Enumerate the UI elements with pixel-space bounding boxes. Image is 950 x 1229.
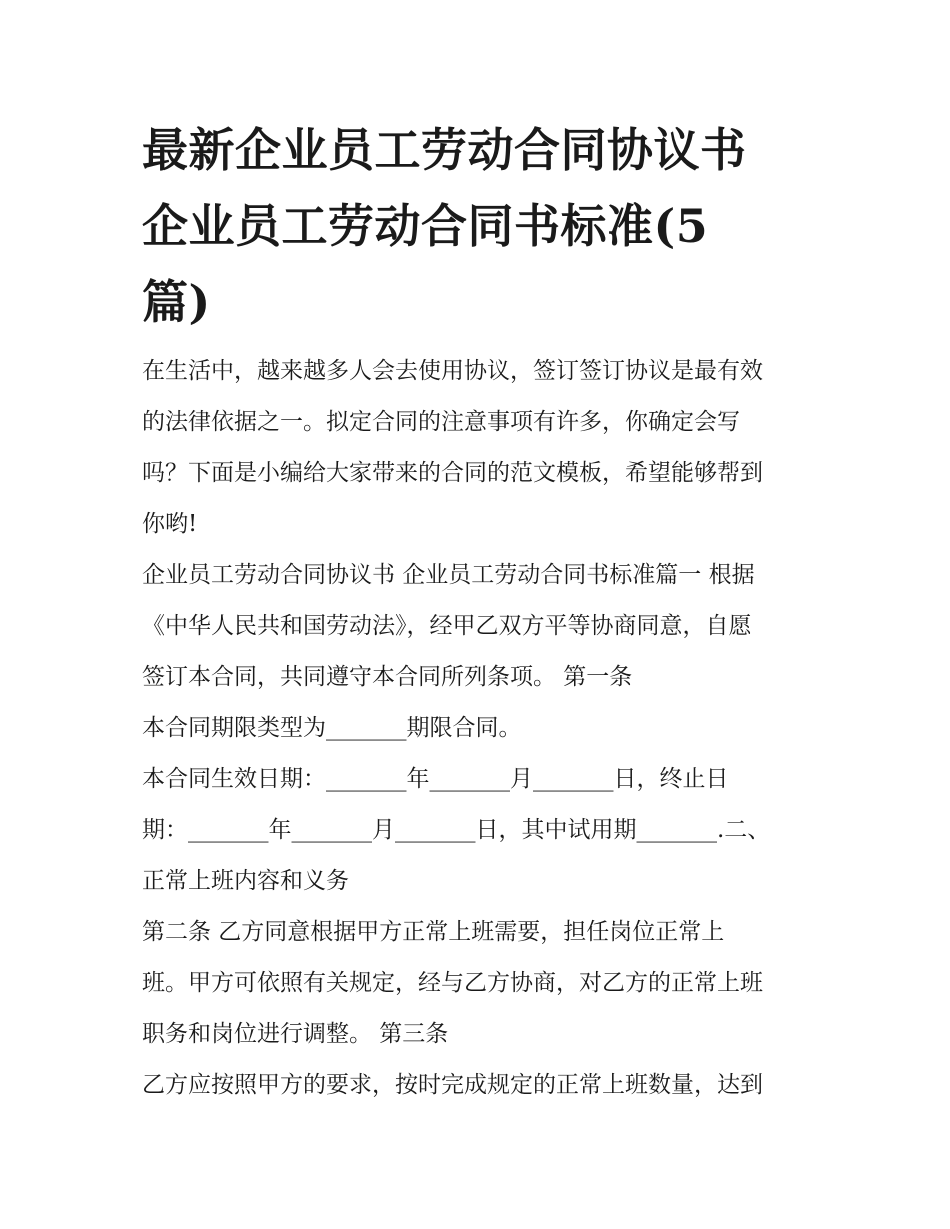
title-line: 企业员工劳动合同书标准(5 [142, 199, 709, 253]
title-line: 最新企业员工劳动合同协议书 [142, 123, 747, 177]
body-line: 《中华人民共和国劳动法》，经甲乙双方平等协商同意，自愿 [142, 613, 752, 639]
body-line: 期：_______年_______月_______日，其中试用期_______.二、 [142, 817, 771, 843]
body-line: 签订本合同，共同遵守本合同所列条项。 第一条 [142, 664, 633, 690]
body-line: 第二条 乙方同意根据甲方正常上班需要，担任岗位正常上 [142, 919, 725, 945]
body-line: 在生活中，越来越多人会去使用协议，签订签订协议是最有效 [142, 358, 763, 384]
body-line: 正常上班内容和义务 [142, 868, 349, 894]
body-line: 本合同生效日期：_______年_______月_______日，终止日 [142, 766, 729, 792]
body-line: 你哟! [142, 511, 198, 537]
body-line: 职务和岗位进行调整。 第三条 [142, 1021, 449, 1047]
title-line: 篇) [142, 275, 211, 329]
body-line: 乙方应按照甲方的要求，按时完成规定的正常上班数量，达到 [142, 1072, 763, 1098]
document-title [142, 112, 792, 340]
document-body [142, 346, 822, 1111]
document-content [142, 112, 822, 1111]
body-line: 本合同期限类型为_______期限合同。 [142, 715, 522, 741]
body-line: 企业员工劳动合同协议书 企业员工劳动合同书标准篇一 根据 [142, 562, 755, 588]
body-line: 班。甲方可依照有关规定，经与乙方协商，对乙方的正常上班 [142, 970, 763, 996]
body-line: 吗？下面是小编给大家带来的合同的范文模板，希望能够帮到 [142, 460, 763, 486]
body-line: 的法律依据之一。拟定合同的注意事项有许多，你确定会写 [142, 409, 740, 435]
